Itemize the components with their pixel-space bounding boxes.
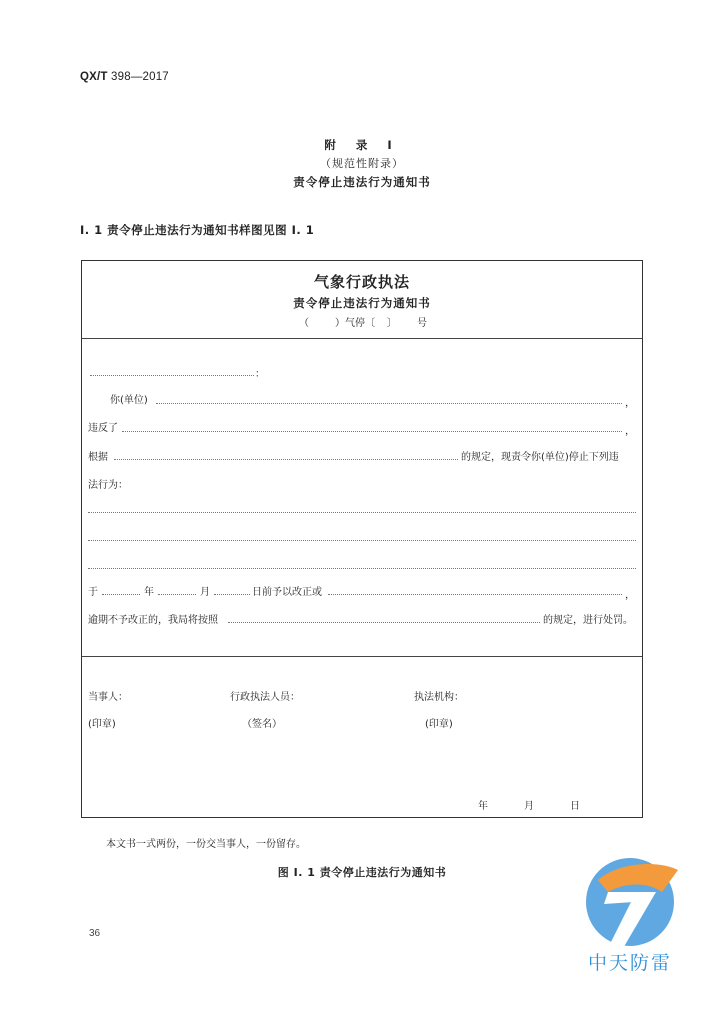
footnote: 本文书一式两份，一份交当事人，一份留存。 [106,839,306,850]
watermark-text: 中天防雷 [587,952,672,974]
basis-label: 根据 [88,452,108,463]
date-yue: 月 [524,801,534,812]
header-divider [82,338,642,339]
act-line-1 [88,512,636,513]
signature-divider [82,656,642,657]
appendix-name: 责令停止违法行为通知书 [293,175,431,189]
appendix-subtitle: （规范性附录） [320,157,404,170]
deadline-month-blank [158,594,196,595]
document-code-prefix: QX/T [80,71,108,83]
date-ri: 日 [570,801,580,812]
deadline-yu: 于 [88,587,98,598]
overdue-blank [228,622,540,623]
deadline-ri: 日前予以改正或 [252,587,322,598]
deadline-blank [328,594,622,595]
recipient-blank [90,375,254,376]
date-nian: 年 [478,801,488,812]
page-number: 36 [89,928,101,939]
appendix-title: 附 录 I [324,138,400,152]
comma-2: ， [625,426,635,437]
basis-tail: 的规定，现责令你(单位)停止下列违 [461,452,619,463]
violate-blank [122,431,622,432]
number-hao: 号 [417,318,427,329]
act-line-2 [88,540,636,541]
party-label: 当事人： [88,692,128,703]
form-title: 责令停止违法行为通知书 [293,296,431,310]
officer-label: 行政执法人员： [230,692,300,703]
clause-text: I. 1 责令停止违法行为通知书样图见图 I. 1 [80,223,315,237]
number-middle: ）气停〔 [335,318,375,329]
you-blank [156,403,622,404]
act-line-3 [88,568,636,569]
overdue-label: 逾期不予改正的，我局将按照 [88,615,218,626]
deadline-nian: 年 [144,587,154,598]
number-close: 〕 [387,318,397,329]
act-label: 法行为： [88,480,128,491]
deadline-year-blank [102,594,140,595]
form-org: 气象行政执法 [313,273,410,291]
agency-label: 执法机构： [414,692,464,703]
figure-caption: 图 I. 1 责令停止违法行为通知书 [277,866,447,879]
overdue-tail: 的规定，进行处罚。 [543,615,633,626]
party-seal: (印章) [88,719,116,730]
you-label: 你(单位) [110,395,148,406]
deadline-yue: 月 [200,587,210,598]
comma-1: ， [625,398,635,409]
agency-seal: (印章) [425,719,453,730]
number-open: （ [299,318,309,329]
deadline-day-blank [214,594,250,595]
document-code-number: 398—2017 [107,71,169,83]
officer-sign: （签名） [242,719,282,730]
violate-label: 违反了 [88,423,118,434]
document-code [80,71,169,83]
notice-form [81,260,643,818]
recipient-colon: ： [255,369,265,380]
basis-blank [114,459,458,460]
comma-3: ， [625,590,635,601]
